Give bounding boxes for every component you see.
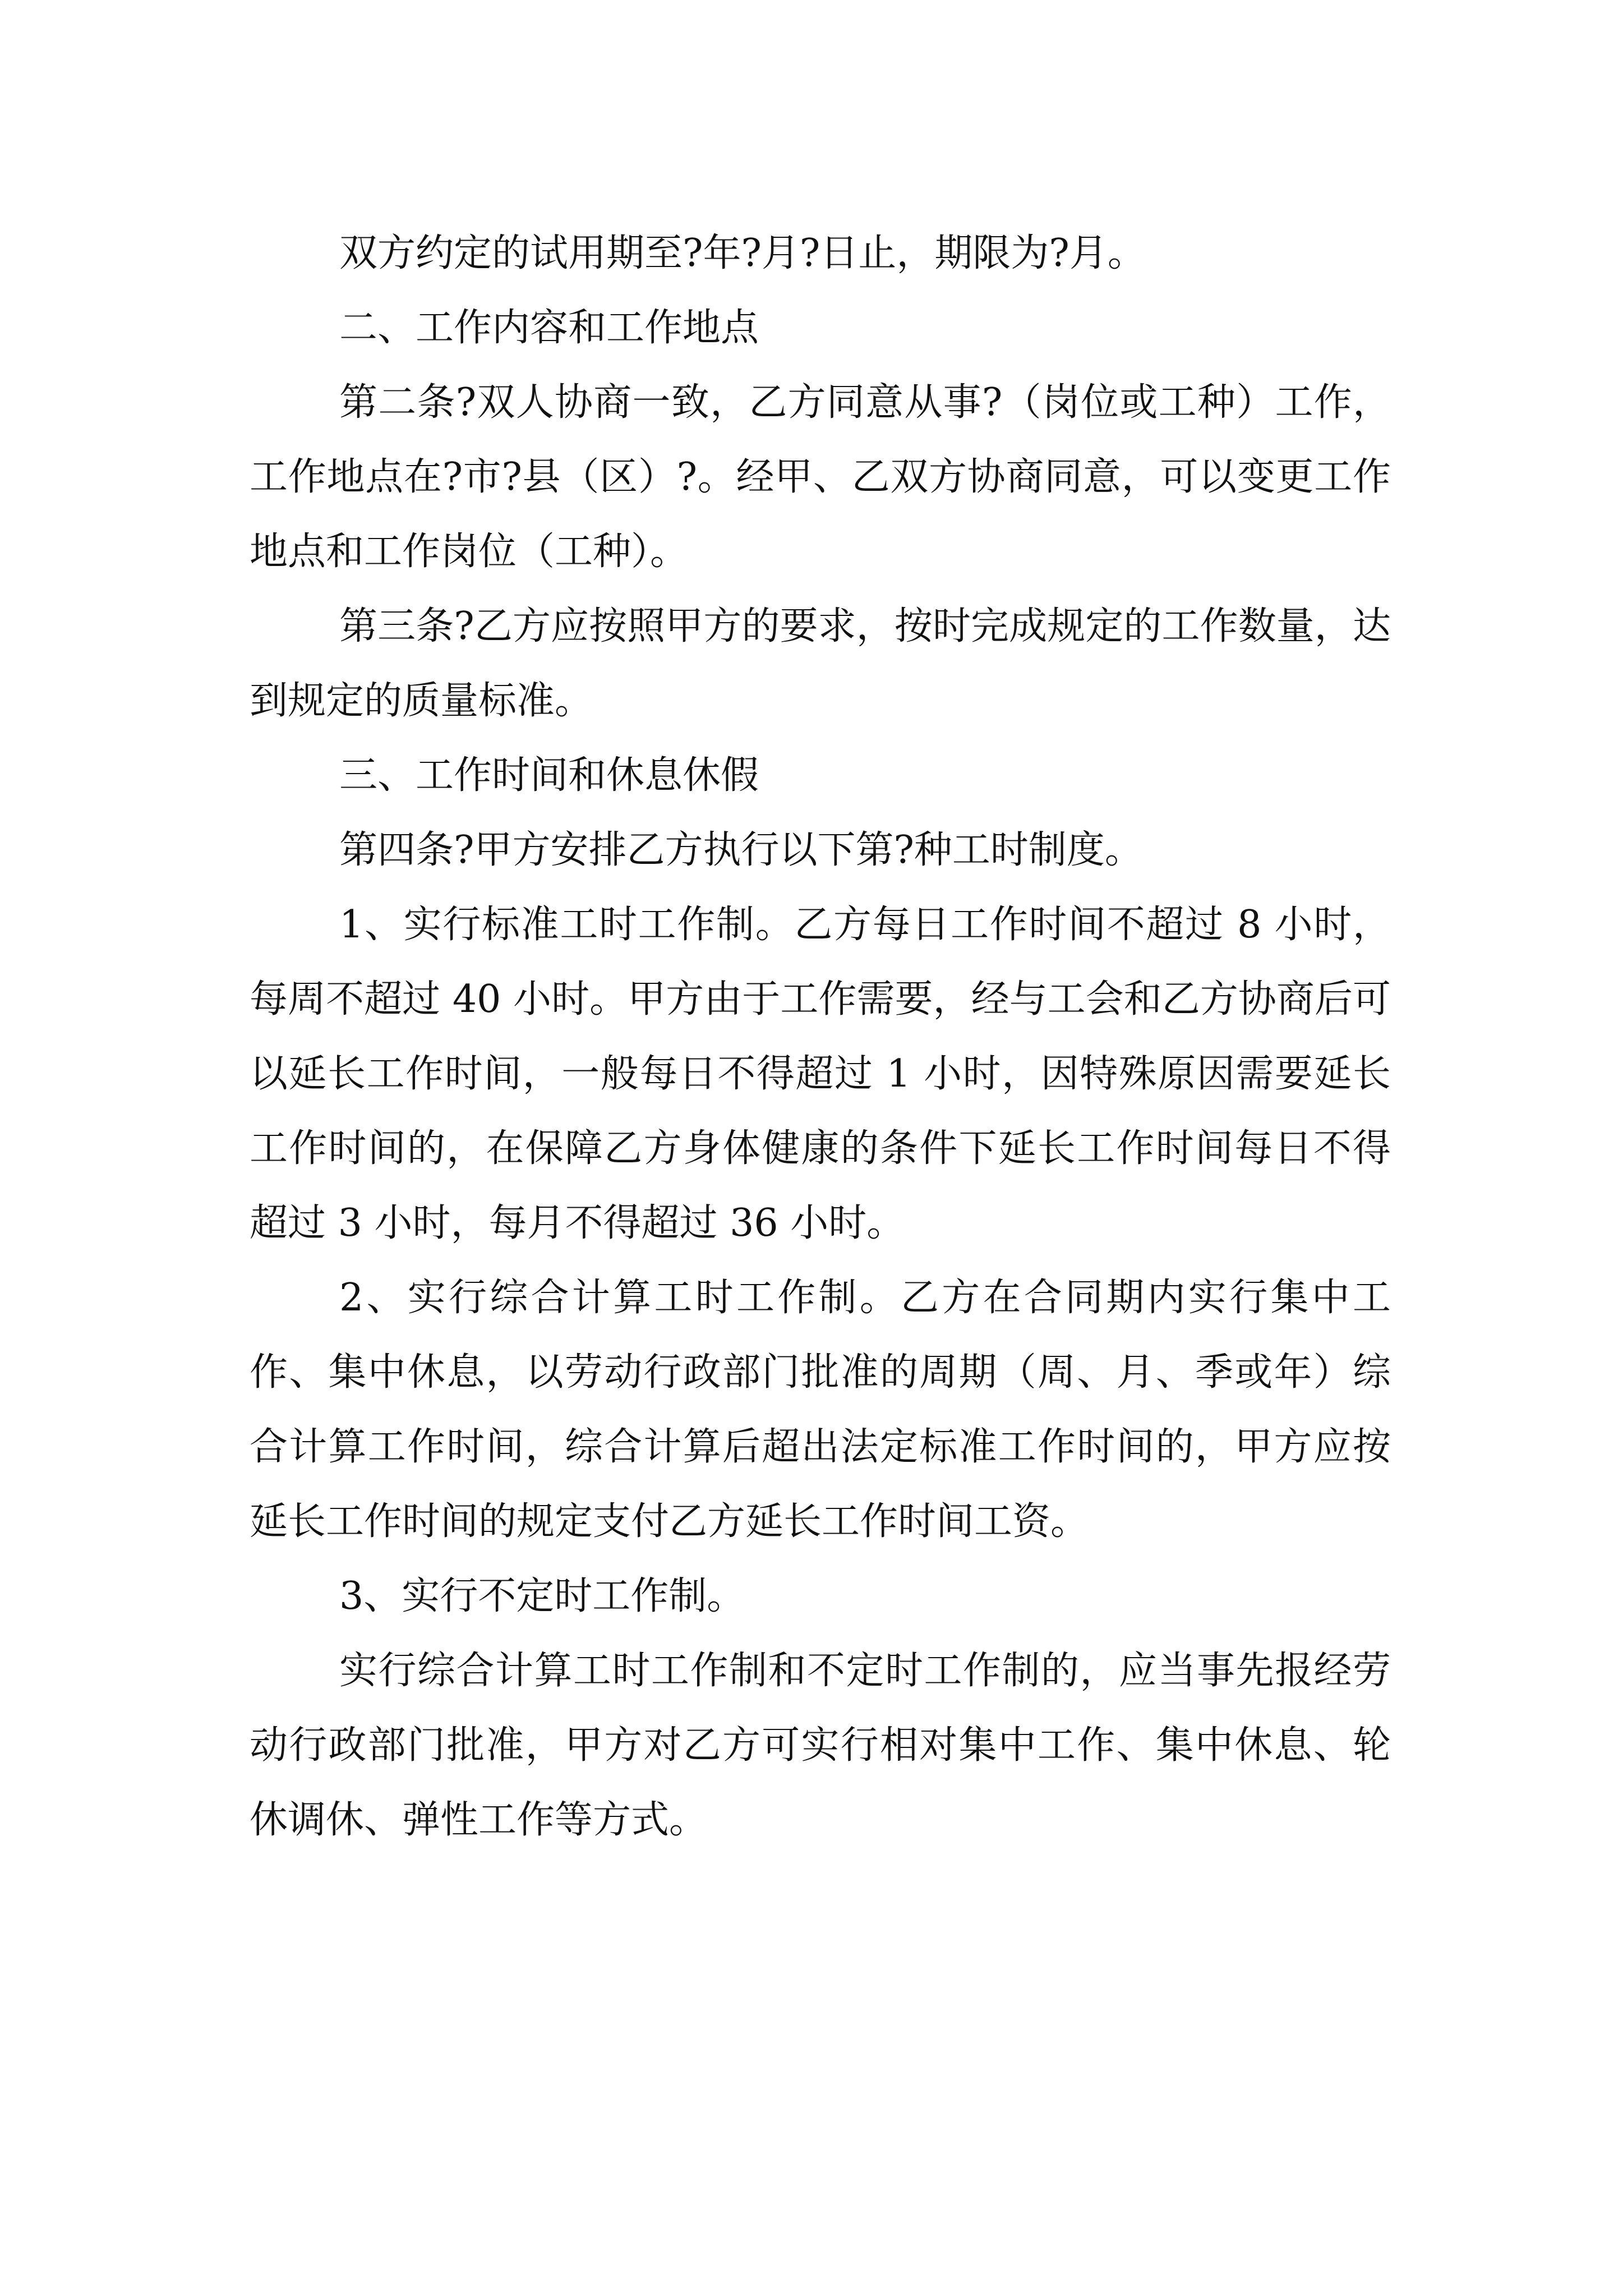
paragraph-probation: 双方约定的试用期至?年?月?日止，期限为?月。: [339, 231, 1146, 275]
paragraph-flexible-hours: 3、实行不定时工作制。: [339, 1574, 745, 1618]
section-heading-work-time: 三、工作时间和休息休假: [339, 753, 759, 798]
paragraph-approval: 实行综合计算工时工作制和不定时工作制的，应当事先报经劳动行政部门批准，甲方对乙方可实行相对集中工作、集中休息、轮休调休、弹性工作等方式。: [250, 1649, 1391, 1842]
paragraph-article-2: 第二条?双人协商一致，乙方同意从事?（岗位或工种）工作，工作地点在?市?县（区）?。经甲、乙双方协商同意，可以变更工作地点和工作岗位（工种）。: [250, 380, 1391, 574]
paragraph-standard-hours: 1、实行标准工时工作制。乙方每日工作时间不超过 8 小时，每周不超过 40 小时。甲方由于工作需要，经与工会和乙方协商后可以延长工作时间，一般每日不得超过 1 小时，因特殊原因需要延长工作时间的，在保障乙方身体健康的条件下延长工作时间每日不得超过 3 小时，每月不得超过 36 小时。: [250, 903, 1391, 1245]
paragraph-article-3: 第三条?乙方应按照甲方的要求，按时完成规定的工作数量，达到规定的质量标准。: [250, 604, 1391, 723]
document-body: [250, 216, 1391, 1857]
section-heading-work-content: 二、工作内容和工作地点: [339, 306, 759, 350]
paragraph-comprehensive-hours: 2、实行综合计算工时工作制。乙方在合同期内实行集中工作、集中休息，以劳动行政部门批准的周期（周、月、季或年）综合计算工作时间，综合计算后超出法定标准工作时间的，甲方应按延长工作时间的规定支付乙方延长工作时间工资。: [250, 1276, 1391, 1544]
paragraph-article-4: 第四条?甲方安排乙方执行以下第?种工时制度。: [339, 828, 1143, 872]
